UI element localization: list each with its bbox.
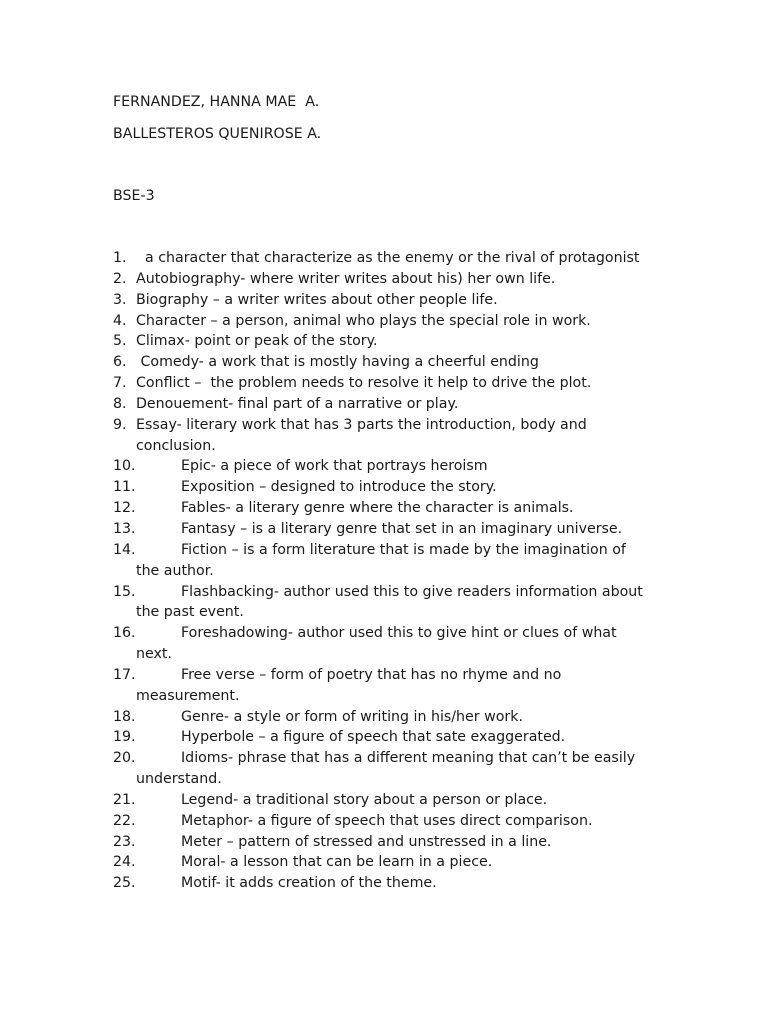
list-item-text-continuation: next. <box>136 646 172 663</box>
list-item-text: Fables- a literary genre where the character is animals. <box>181 500 574 517</box>
list-item-number: 18. <box>113 708 136 725</box>
list-item-number: 9. <box>113 416 127 433</box>
list-item-number: 22. <box>113 812 136 829</box>
terms-list <box>113 248 683 894</box>
list-item <box>113 665 683 707</box>
list-item-number: 17. <box>113 666 136 683</box>
list-item-text: Essay- literary work that has 3 parts the introduction, body and <box>136 416 587 433</box>
list-item-text: Biography – a writer writes about other people life. <box>136 291 498 308</box>
list-item-text-continuation: conclusion. <box>136 437 216 454</box>
list-item-number: 5. <box>113 333 127 350</box>
list-item-text: Epic- a piece of work that portrays heroism <box>181 458 488 475</box>
list-item-number: 11. <box>113 479 136 496</box>
list-item <box>113 540 683 582</box>
list-item <box>113 582 683 624</box>
list-item-text: Meter – pattern of stressed and unstressed in a line. <box>181 833 552 850</box>
list-item-number: 4. <box>113 312 127 329</box>
list-item <box>113 519 683 540</box>
list-item-text: Moral- a lesson that can be learn in a piece. <box>181 854 493 871</box>
list-item-text: Hyperbole – a figure of speech that sate exaggerated. <box>181 729 566 746</box>
list-item <box>113 373 683 394</box>
list-item-text: a character that characterize as the enemy or the rival of protagonist <box>136 250 640 266</box>
list-item-text: Denouement- final part of a narrative or play. <box>136 395 459 412</box>
list-item-text-continuation: the past event. <box>136 604 244 621</box>
list-item-number: 1. <box>113 250 127 266</box>
list-item-text: Exposition – designed to introduce the story. <box>181 479 497 496</box>
list-item-text-continuation: the author. <box>136 562 214 579</box>
list-item <box>113 331 683 352</box>
list-item-text: Conflict – the problem needs to resolve it help to drive the plot. <box>136 375 592 392</box>
section-label: BSE-3 <box>113 188 155 204</box>
list-item <box>113 623 683 665</box>
list-item <box>113 498 683 519</box>
list-item-text: Legend- a traditional story about a person or place. <box>181 791 548 808</box>
list-item <box>113 873 683 894</box>
list-item-number: 15. <box>113 583 136 600</box>
list-item-text-continuation: understand. <box>136 771 222 788</box>
list-item-number: 21. <box>113 791 136 808</box>
list-item-number: 25. <box>113 875 136 892</box>
list-item-text: Motif- it adds creation of the theme. <box>181 875 437 892</box>
list-item-number: 23. <box>113 833 136 850</box>
list-item-text: Climax- point or peak of the story. <box>136 333 378 350</box>
list-item <box>113 852 683 873</box>
author-name-1: FERNANDEZ, HANNA MAE A. <box>113 94 320 110</box>
author-name-2: BALLESTEROS QUENIROSE A. <box>113 126 322 142</box>
list-item <box>113 269 683 290</box>
list-item-text: Flashbacking- author used this to give readers information about <box>181 583 643 600</box>
list-item-text: Free verse – form of poetry that has no rhyme and no <box>181 666 562 683</box>
list-item-text: Metaphor- a figure of speech that uses direct comparison. <box>181 812 593 829</box>
list-item-number: 19. <box>113 729 136 746</box>
list-item <box>113 832 683 853</box>
list-item <box>113 456 683 477</box>
list-item-text: Fantasy – is a literary genre that set in an imaginary universe. <box>181 520 623 537</box>
list-item-number: 2. <box>113 270 127 287</box>
list-item <box>113 748 683 790</box>
list-item-number: 7. <box>113 375 127 392</box>
list-item-number: 16. <box>113 625 136 642</box>
list-item-number: 3. <box>113 291 127 308</box>
list-item-text: Genre- a style or form of writing in his/her work. <box>181 708 523 725</box>
list-item-number: 6. <box>113 354 127 371</box>
list-item <box>113 727 683 748</box>
list-item-text: Fiction – is a form literature that is made by the imagination of <box>181 541 626 558</box>
list-item-text: Autobiography- where writer writes about his) her own life. <box>136 270 556 287</box>
list-item-number: 24. <box>113 854 136 871</box>
list-item-text: Foreshadowing- author used this to give hint or clues of what <box>181 625 617 642</box>
list-item <box>113 707 683 728</box>
list-item-text: Idioms- phrase that has a different meaning that can’t be easily <box>181 750 636 767</box>
list-item <box>113 352 683 373</box>
list-item-text: Character – a person, animal who plays the special role in work. <box>136 312 591 329</box>
list-item <box>113 394 683 415</box>
list-item-number: 12. <box>113 500 136 517</box>
list-item-number: 14. <box>113 541 136 558</box>
list-item-number: 13. <box>113 520 136 537</box>
list-item-text-continuation: measurement. <box>136 687 240 704</box>
list-item-text: Comedy- a work that is mostly having a cheerful ending <box>136 354 539 371</box>
list-item <box>113 790 683 811</box>
list-item <box>113 415 683 457</box>
list-item-number: 20. <box>113 750 136 767</box>
list-item <box>113 311 683 332</box>
list-item <box>113 248 683 269</box>
list-item <box>113 290 683 311</box>
list-item <box>113 477 683 498</box>
list-item-number: 10. <box>113 458 136 475</box>
list-item-number: 8. <box>113 395 127 412</box>
list-item <box>113 811 683 832</box>
